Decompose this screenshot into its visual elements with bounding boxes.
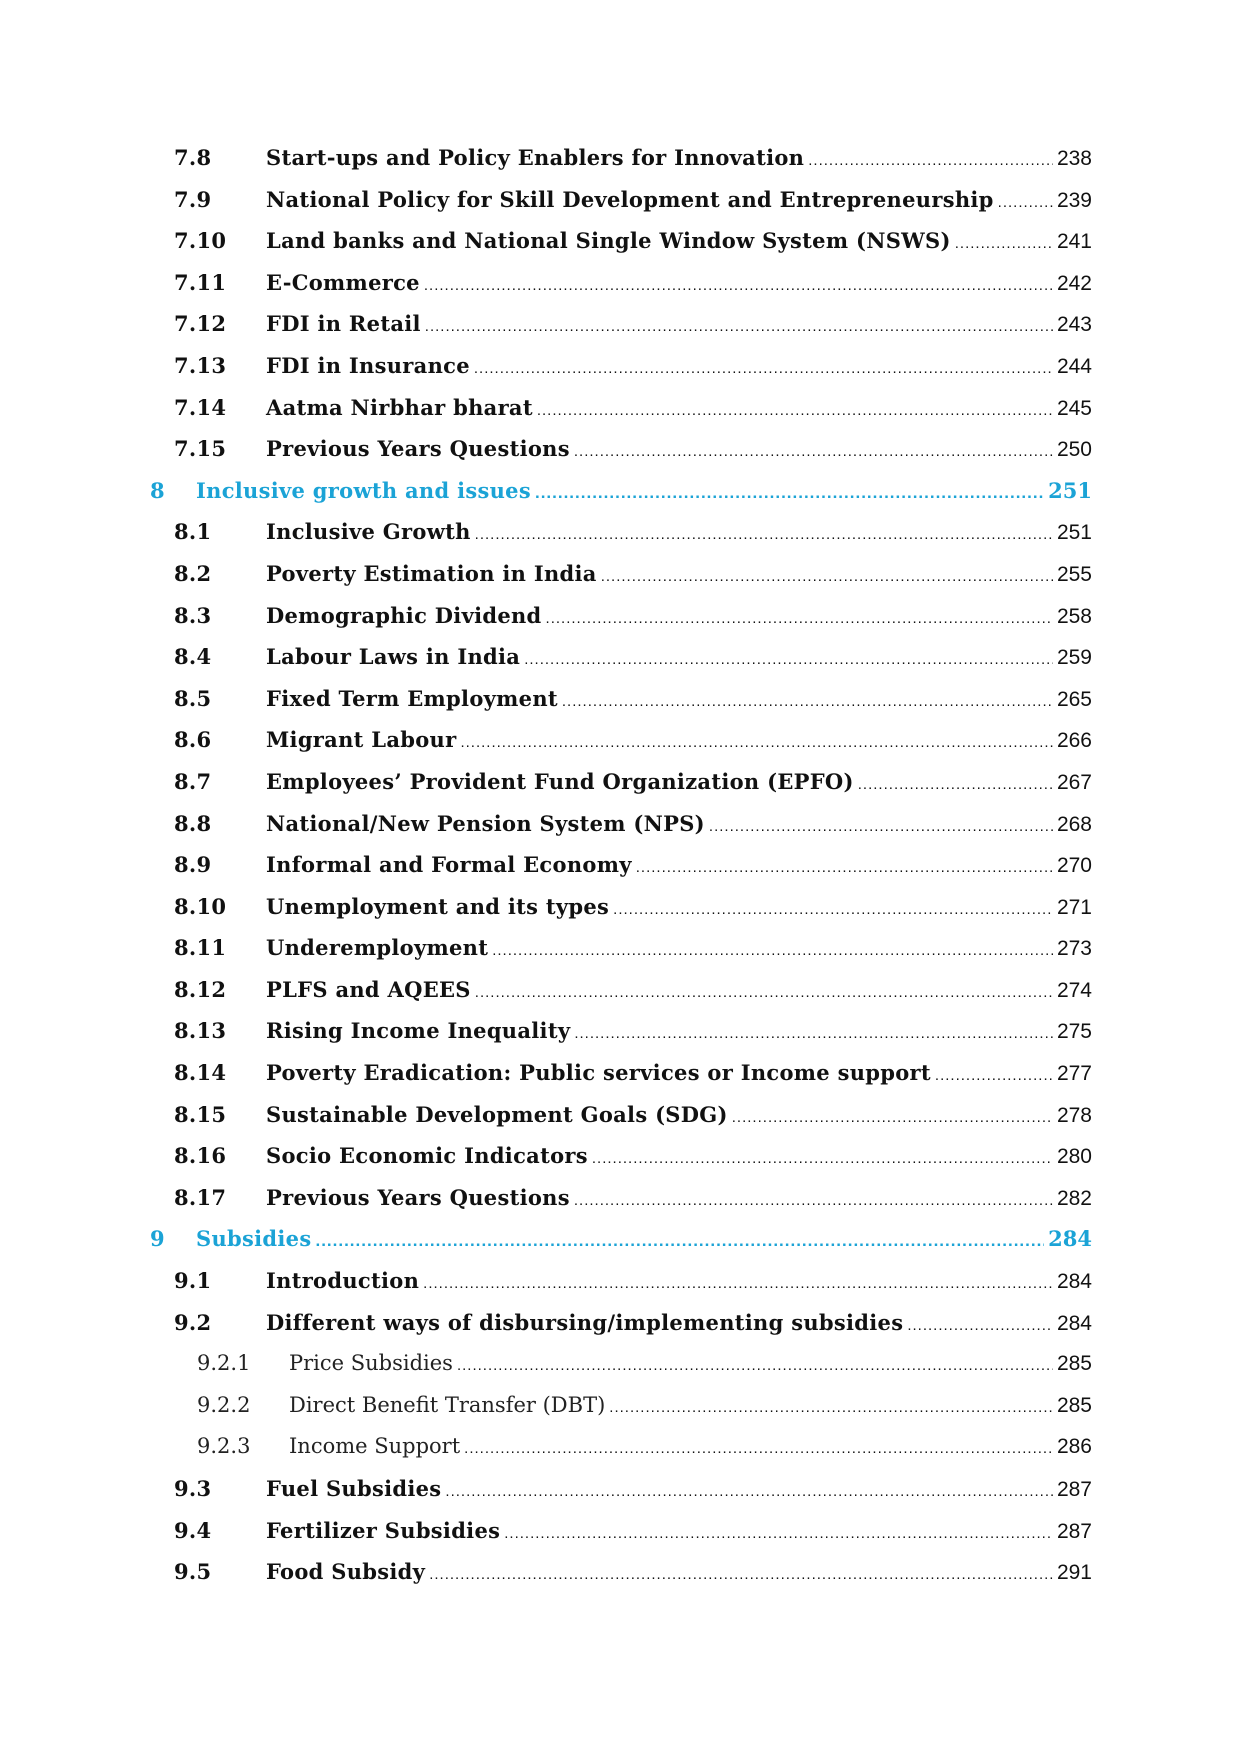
dot-leader [574,1192,1053,1209]
section-number: 9.5 [174,1559,212,1585]
toc-subentry[interactable] [150,1351,1092,1393]
page-number: 244 [1056,354,1092,378]
dot-leader [464,1440,1053,1457]
section-number: 8.17 [174,1184,227,1210]
toc-entry[interactable] [150,1143,1092,1185]
dot-leader [429,1566,1053,1583]
toc-entry[interactable] [150,353,1092,395]
page-number: 267 [1056,770,1092,794]
section-number: 8.6 [174,727,212,753]
section-title: Inclusive Growth [266,519,471,545]
toc-entry[interactable] [150,1060,1092,1102]
section-number: 9.1 [174,1268,212,1294]
dot-leader [315,1231,1044,1251]
section-number: 7.8 [174,145,212,170]
dot-leader [425,318,1053,335]
page-number: 259 [1056,646,1092,670]
section-number: 8.9 [174,852,212,878]
dot-leader [524,651,1053,668]
section-title: Sustainable Development Goals (SDG) [266,1101,728,1127]
section-title: Unemployment and its types [266,893,610,919]
dot-leader [562,693,1053,710]
page-number: 287 [1056,1478,1092,1501]
section-number: 8.2 [174,560,212,586]
dot-leader [424,277,1053,294]
toc-entry[interactable] [150,1518,1092,1560]
dot-leader [907,1317,1053,1334]
toc-entry[interactable] [150,686,1092,728]
page-number: 243 [1056,313,1092,337]
page-number: 286 [1056,1435,1092,1459]
page-number: 250 [1056,438,1092,462]
toc-entry[interactable] [150,228,1092,270]
toc-entry[interactable] [150,603,1092,645]
section-number: 9.2 [174,1309,212,1335]
section-title: Fixed Term Employment [266,685,558,711]
dot-leader [709,818,1053,835]
dot-leader [955,235,1053,252]
section-title: Different ways of disbursing/implementing subsidies [266,1309,904,1335]
section-number: 8.7 [174,768,212,794]
page-number: 258 [1056,604,1092,628]
section-number: 8.5 [174,685,212,711]
section-number: 8.14 [174,1060,227,1086]
section-title: Fuel Subsidies [266,1476,442,1501]
dot-leader [504,1525,1053,1542]
section-number: 8.3 [174,602,212,628]
toc-entry[interactable] [150,1310,1092,1352]
page-number: 251 [1048,477,1092,503]
page-number: 238 [1056,147,1092,170]
dot-leader [601,568,1053,585]
toc-entry[interactable] [150,1185,1092,1227]
page-number: 268 [1056,812,1092,836]
subsection-number: 9.2.2 [197,1392,251,1417]
section-number: 8.1 [174,519,212,545]
toc-chapter-heading[interactable] [150,478,1092,520]
section-number: 9.4 [174,1517,212,1543]
page-number: 282 [1056,1186,1092,1210]
toc-entry[interactable] [150,769,1092,811]
section-title: Informal and Formal Economy [266,852,632,878]
section-title: Previous Years Questions [266,1184,570,1210]
dot-leader [535,483,1044,503]
page-number: 287 [1056,1519,1092,1543]
dot-leader [609,1399,1053,1416]
toc-entry[interactable] [150,1018,1092,1060]
section-title: Aatma Nirbhar bharat [266,394,533,420]
dot-leader [732,1109,1053,1126]
page-number: 270 [1056,854,1092,878]
section-title: Poverty Estimation in India [266,560,597,586]
page-number: 285 [1056,1352,1092,1376]
chapter-title: Inclusive growth and issues [196,477,531,503]
toc-entry[interactable] [150,811,1092,853]
page-number: 239 [1056,188,1092,212]
section-title: Labour Laws in India [266,644,521,670]
toc-entry[interactable] [150,1268,1092,1310]
section-title: Socio Economic Indicators [266,1143,588,1169]
section-title: Migrant Labour [266,727,457,753]
section-title: FDI in Insurance [266,352,470,378]
section-title: Poverty Eradication: Public services or Income support [266,1060,931,1086]
section-number: 8.8 [174,810,212,836]
toc-entry[interactable] [150,187,1092,229]
page-number: 284 [1048,1226,1092,1252]
subsection-number: 9.2.3 [197,1434,251,1459]
dot-leader [457,1357,1053,1374]
page-number: 273 [1056,937,1092,961]
section-number: 7.12 [174,311,227,337]
page-number: 291 [1056,1561,1092,1585]
dot-leader [998,194,1053,211]
section-title: Fertilizer Subsidies [266,1517,501,1543]
subsection-title: Direct Benefit Transfer (DBT) [289,1392,606,1417]
section-title: PLFS and AQEES [266,976,471,1002]
page-number: 274 [1056,978,1092,1002]
section-title: Land banks and National Single Window System (NSWS) [266,228,951,254]
section-number: 8.11 [174,935,227,961]
dot-leader [492,942,1053,959]
subsection-title: Price Subsidies [289,1351,453,1376]
page-number: 251 [1056,521,1092,545]
dot-leader [546,610,1053,627]
section-number: 8.15 [174,1101,227,1127]
section-number: 8.13 [174,1018,227,1044]
section-number: 7.9 [174,186,212,212]
page-number: 255 [1056,562,1092,586]
dot-leader [474,360,1053,377]
dot-leader [475,526,1053,543]
toc-entry[interactable] [150,436,1092,478]
dot-leader [858,776,1053,793]
chapter-title: Subsidies [196,1226,312,1252]
section-title: Demographic Dividend [266,602,542,628]
page-number: 285 [1056,1393,1092,1417]
page-number: 242 [1056,271,1092,295]
dot-leader [460,734,1053,751]
page-number: 271 [1056,895,1092,919]
section-number: 7.13 [174,352,227,378]
toc-entry[interactable] [150,395,1092,437]
toc-entry[interactable] [150,311,1092,353]
section-title: Previous Years Questions [266,436,570,462]
section-number: 9.3 [174,1476,212,1501]
dot-leader [574,1025,1053,1042]
section-title: Food Subsidy [266,1559,426,1585]
dot-leader [808,152,1053,169]
subsection-title: Income Support [289,1434,461,1459]
dot-leader [423,1275,1053,1292]
toc-entry[interactable] [150,644,1092,686]
toc-entry[interactable] [150,145,1092,187]
toc-entry[interactable] [150,727,1092,769]
toc-entry[interactable] [150,519,1092,561]
page-number: 278 [1056,1103,1092,1127]
dot-leader [636,859,1053,876]
toc-subentry[interactable] [150,1434,1092,1476]
section-title: Start-ups and Policy Enablers for Innovation [266,145,805,170]
toc-entry[interactable] [150,270,1092,312]
section-number: 7.15 [174,436,227,462]
section-title: National Policy for Skill Development and Entrepreneurship [266,186,994,212]
section-number: 8.12 [174,976,227,1002]
toc-entry[interactable] [150,977,1092,1019]
page-number: 265 [1056,687,1092,711]
dot-leader [445,1483,1053,1500]
section-title: Introduction [266,1268,420,1294]
toc-entry[interactable] [150,1102,1092,1144]
section-title: Rising Income Inequality [266,1018,571,1044]
page-number: 266 [1056,729,1092,753]
toc-entry[interactable] [150,894,1092,936]
page-number: 241 [1056,230,1092,254]
section-title: E-Commerce [266,269,420,295]
dot-leader [574,443,1053,460]
section-number: 7.10 [174,228,227,254]
section-title: National/New Pension System (NPS) [266,810,705,836]
chapter-number: 8 [150,477,165,503]
subsection-number: 9.2.1 [197,1351,251,1376]
page-number: 275 [1056,1020,1092,1044]
section-number: 7.11 [174,269,227,295]
dot-leader [537,402,1053,419]
page-number: 245 [1056,396,1092,420]
toc-entry[interactable] [150,561,1092,603]
toc-entry[interactable] [150,852,1092,894]
dot-leader [935,1067,1053,1084]
page-number: 284 [1056,1311,1092,1335]
chapter-number: 9 [150,1226,165,1252]
section-number: 8.16 [174,1143,227,1169]
toc-subentry[interactable] [150,1393,1092,1435]
page-number: 277 [1056,1062,1092,1086]
dot-leader [475,984,1053,1001]
page-number: 280 [1056,1145,1092,1169]
table-of-contents [150,145,1092,1601]
dot-leader [592,1150,1053,1167]
section-number: 8.10 [174,893,227,919]
section-number: 8.4 [174,644,212,670]
section-title: Underemployment [266,935,489,961]
section-title: FDI in Retail [266,311,421,337]
section-number: 7.14 [174,394,227,420]
toc-chapter-heading[interactable] [150,1226,1092,1268]
page-number: 284 [1056,1270,1092,1294]
toc-entry[interactable] [150,1476,1092,1518]
dot-leader [613,901,1053,918]
section-title: Employees’ Provident Fund Organization (EPFO) [266,768,854,794]
toc-entry[interactable] [150,1559,1092,1601]
toc-entry[interactable] [150,935,1092,977]
